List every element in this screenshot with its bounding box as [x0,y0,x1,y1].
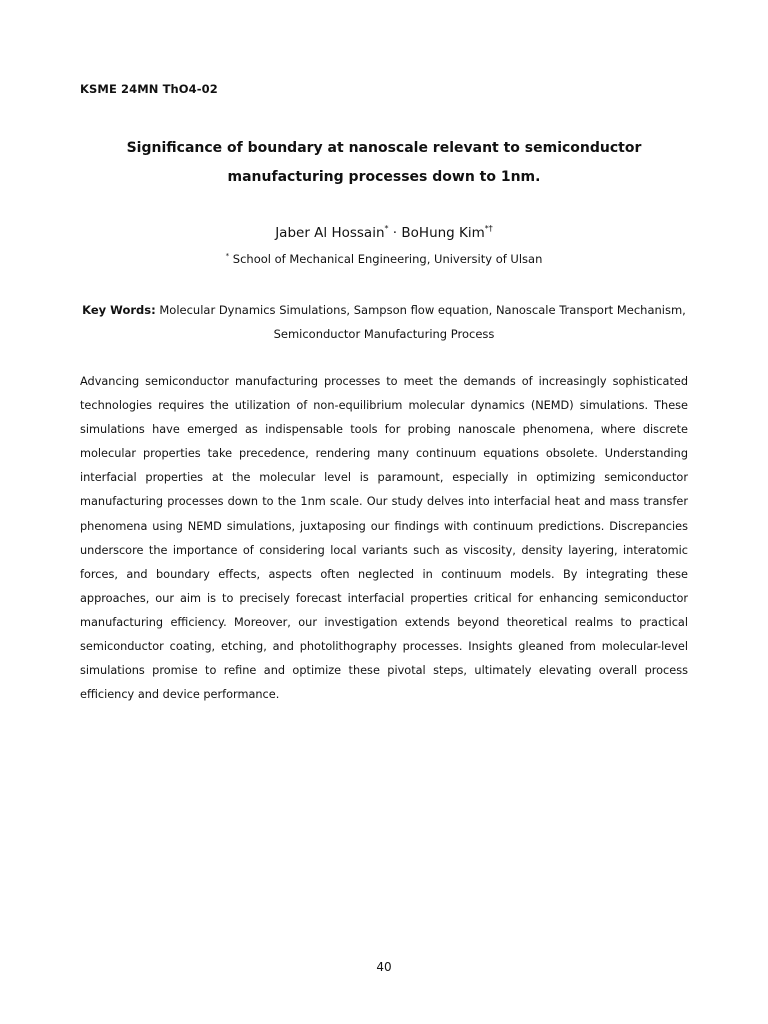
affiliation-text: School of Mechanical Engineering, University of Ulsan [232,252,543,266]
author-mark: * [384,224,389,233]
author-name: Jaber Al Hossain [275,225,385,241]
paper-code: KSME 24MN ThO4-02 [80,82,218,96]
title-line-2: manufacturing processes down to 1nm. [227,169,541,185]
keywords-line-2: Semiconductor Manufacturing Process [273,327,495,341]
author-separator: · [388,225,402,241]
keywords-label: Key Words: [82,303,156,317]
keywords-line-1 [80,298,688,322]
page-number: 40 [376,960,392,974]
keywords [80,298,688,346]
keywords-text: Molecular Dynamics Simulations, Sampson flow equation, Nanoscale Transport Mechanism, [159,303,686,317]
abstract: Advancing semiconductor manufacturing processes to meet the demands of increasingly sophisticated technologies requires the utilization of non-equilibrium molecular dynamics (NEMD) simulations. These simulations have emerged as indispensable tools for probing nanoscale phenomena, where discrete molecular properties take precedence, rendering many continuum equations obsolete. Understanding interfacial properties at the molecular level is paramount, especially in optimizing semiconductor manufacturing processes down to the 1nm scale. Our study delves into interfacial heat and mass transfer phenomena using NEMD simulations, juxtaposing our findings with continuum predictions. Discrepancies underscore the importance of considering local variants such as viscosity, density layering, interatomic forces, and boundary effects, aspects often neglected in continuum models. By integrating these approaches, our aim is to precisely forecast interfacial properties critical for enhancing semiconductor manufacturing efficiency. Moreover, our investigation extends beyond theoretical realms to practical semiconductor coating, etching, and photolithography processes. Insights gleaned from molecular-level simulations promise to refine and optimize these pivotal steps, ultimately elevating overall process efficiency and device performance. [80,375,688,702]
paper-title [80,134,688,192]
affiliation [80,252,688,266]
title-line-1: Significance of boundary at nanoscale relevant to semiconductor [126,140,642,156]
affiliation-mark: * [225,252,230,260]
author-name: BoHung Kim [401,225,485,241]
author-list [80,224,688,241]
author-mark: *† [484,224,493,233]
